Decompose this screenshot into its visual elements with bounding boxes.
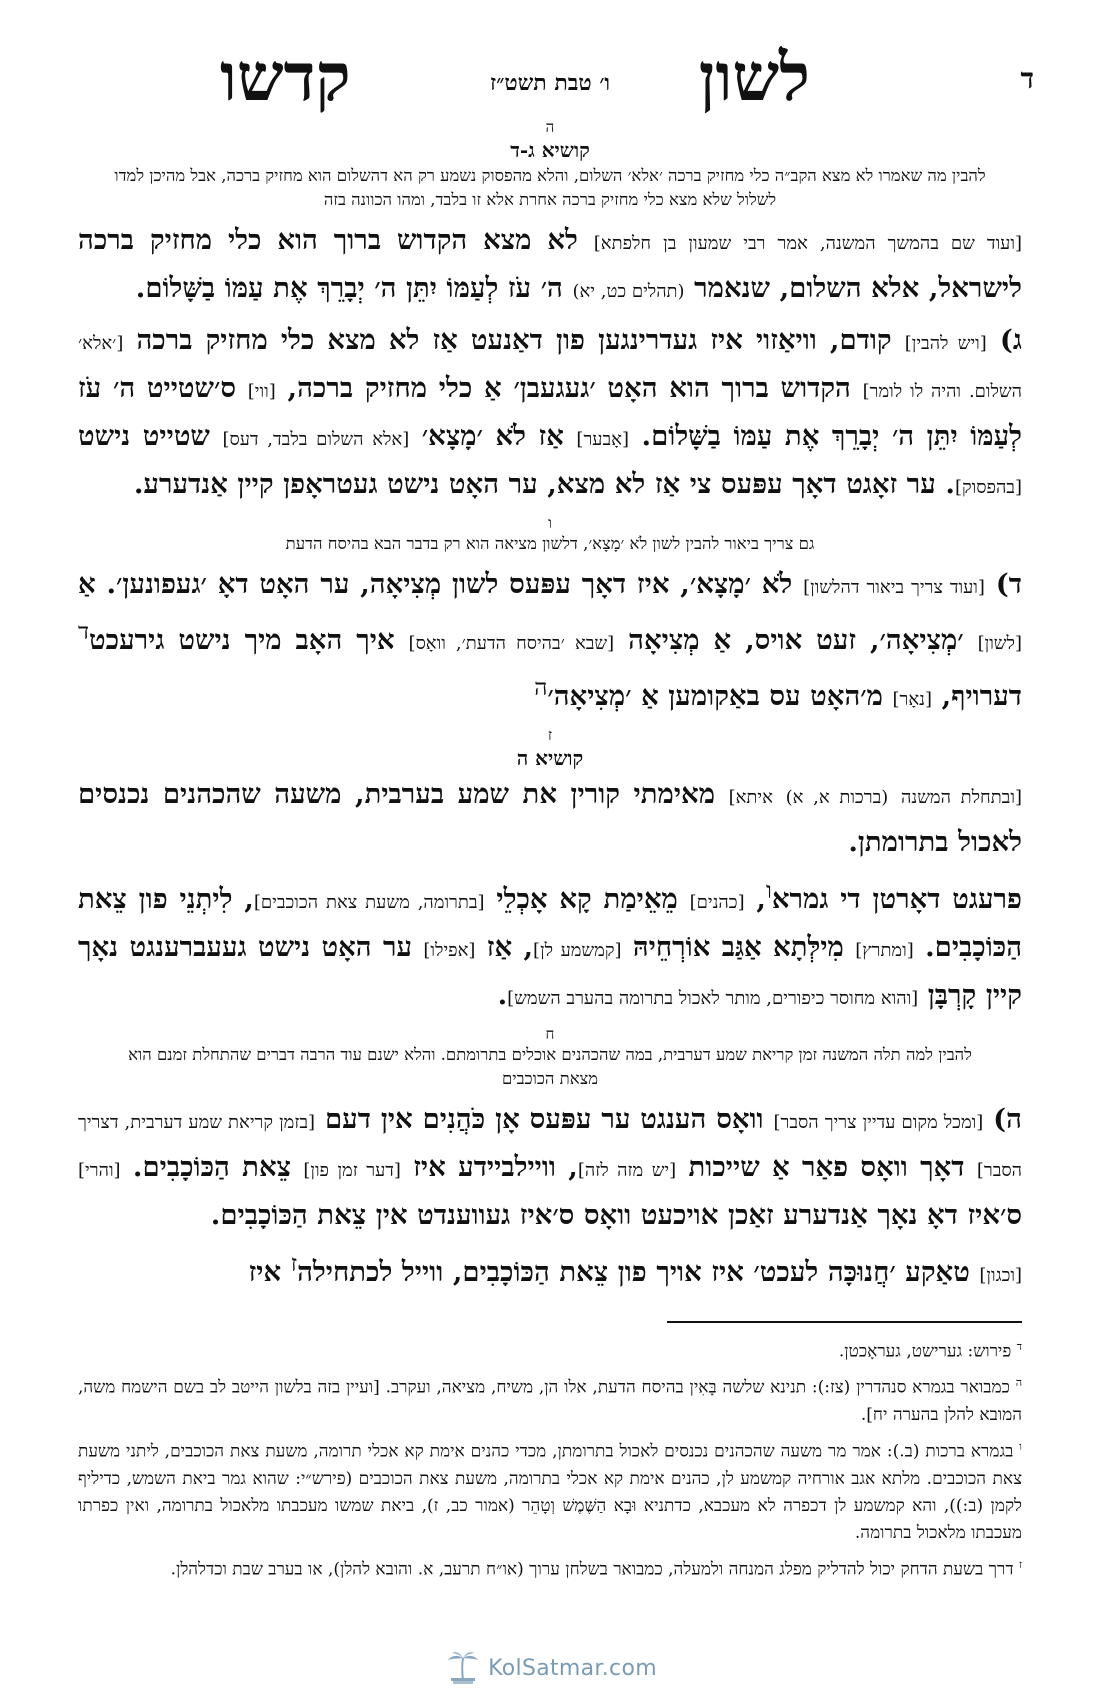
footnote-text: כמבואר בגמרא סנהדרין (צז:): תנינא שלשה בָּאִין בהיסח הדעת, אלו הן, משיח, מציאה, ועקרב. [ועיין בזה בלשון הייטב לב בשם הישמח משה, המובא להלן בהערה יח]. (78, 1377, 1022, 1425)
source-ref: [ומתרץ] (855, 940, 914, 962)
text-run: צֵאת הַכּוֹכָבִים. (120, 1151, 304, 1184)
source-ref: [כהנים] (689, 892, 745, 914)
text-run: ה׳ עֹז לְעַמּוֹ יִתֵּן ה׳ יְבָרֵךְ אֶת עַמּוֹ בַשָּׁלוֹם. (135, 272, 573, 304)
footnote (78, 1333, 1022, 1366)
text-run: , וויילביידע איז (400, 1151, 578, 1184)
footnote-mark: ד (1016, 1339, 1022, 1353)
header-title-right: לשון (698, 38, 810, 116)
text-run: . (497, 979, 508, 1012)
section-number: ה (545, 118, 555, 136)
text-run: ה) (983, 1103, 1022, 1136)
header-title-left: קדשו (220, 38, 351, 116)
text-run: . ער זאָגט דאָך עפּעס צי אַז לא מצא, ער האָט נישט געטראָפן קיין אַנדערע. (133, 468, 956, 500)
text-run: קודם, וויאַזוי איז געדרינגען פון דאַנעט אַז לא מצא כלי מחזיק ברכה (123, 324, 905, 356)
text-run: ד) (984, 568, 1022, 600)
page-header (60, 38, 1040, 116)
footnote-mark: ה (1015, 1376, 1023, 1390)
source-ref: [ועוד צריך ביאור דהלשון] (803, 577, 985, 598)
source-ref: [וכגון] (979, 1265, 1022, 1287)
source-ref: [בהפסוק] (955, 477, 1022, 498)
text-run: איז (248, 1256, 291, 1289)
source-ref: (ברכות א, א) (785, 787, 889, 809)
text-run: ס׳שטייט ה׳ עֹז לְעַמּוֹ יִתֵּן ה׳ יְבָרֵךְ אֶת עַמּוֹ בַשָּׁלוֹם. (78, 372, 1022, 452)
source-ref: [אפילו] (423, 940, 476, 962)
section-summary: להבין מה שאמרו לא מצא הקב״ה כלי מחזיק ברכה ׳אלא׳ השלום, והלא מהפסוק נשמע רק הא דהשלום הוא מחזיק ברכה, אבל מהיכן למדו לשלול שלא מצא כלי מחזיק ברכה אחרת אלא זו בלבד, ומהו הכוונה בזה (114, 166, 986, 209)
footnote (78, 1433, 1022, 1547)
text-run: לֹא ׳מָצָא׳, איז דאָך עפּעס לשון מְצִיאָה, ער האָט דאָ ׳געפונען׳. אַ (78, 568, 804, 600)
source-ref: [׳אלא׳ השלום. והיה לו לומר] (78, 333, 1023, 402)
section-heading: קושיא ה (516, 746, 584, 771)
page-letter: ד (1020, 62, 1034, 95)
source-ref: [ומכל מקום עדיין צריך הסבר] (773, 1112, 984, 1134)
footnote (78, 1551, 1022, 1584)
source-ref: [קמשמע לן] (533, 940, 622, 962)
text-run: מ׳האָט עס באַקומען אַ ׳מְצִיאָה׳ (547, 680, 893, 713)
paragraph (78, 562, 1022, 722)
source-ref: [לשון] (977, 633, 1022, 655)
footnote-mark: ו (1019, 1439, 1022, 1453)
source-ref: [והוא מחוסר כיפורים, מותר לאכול בתרומה בהערב השמש] (507, 988, 919, 1010)
source-ref: איתא] (728, 787, 773, 809)
paragraph (78, 772, 1022, 865)
section (78, 726, 1022, 1021)
text-run: פרעגט דאָרטן די גמרא (771, 883, 1023, 916)
source-ref: [אָבער] (576, 429, 629, 450)
source-ref: [יש מזה לזה] (577, 1160, 677, 1182)
section-heading: קושיא ג-ד (510, 138, 590, 162)
text-run: לא מצא הקדוש ברוך הוא כלי מחזיק ברכה לישראל, אלא השלום, שנאמר (78, 224, 1022, 304)
source-ref: [דער זמן פון] (303, 1160, 401, 1182)
paragraph (78, 318, 1022, 510)
source-ref: [ויש להבין] (904, 333, 987, 354)
text-run: מִילְּתָא אַגַּב אוֹרְחֵיהּ (621, 931, 856, 964)
text-run: אַז לֹא ׳מָצָא׳ (409, 420, 577, 452)
footnote-ref[interactable]: ו (766, 878, 772, 905)
source-ref: [ועוד שם בהמשך המשנה, אמר רבי שמעון בן חלפתא] (593, 233, 1022, 254)
paragraph (78, 1097, 1022, 1238)
text-run: , (744, 883, 766, 916)
text-run: הקדוש ברוך הוא האָט ׳געגעבן׳ אַ כלי מחזיק ברכה, (275, 372, 863, 404)
text-run: דאָך וואָס פאַר אַ שייכות (676, 1151, 977, 1184)
watermark-text: KolSatmar.com (488, 1655, 657, 1681)
header-date: ו׳ טבת תשט״ז (489, 70, 611, 96)
source-ref: [בתרומה, משעת צאת הכוכבים] (253, 892, 485, 914)
text-run: איך האָב מיך נישט גירעכט (89, 624, 409, 657)
footnote-ref[interactable]: ז (290, 1251, 298, 1278)
text-run: וואָס הענגט ער עפּעס אָן כֹּהֲנִים אין דעם (315, 1103, 774, 1136)
section-summary: גם צריך ביאור להבין לשון לֹא ׳מָצָא׳, דלשון מציאה הוא רק בדבר הבא בהיסח הדעת (285, 534, 815, 553)
text-run: , לִיתְנֵי פון צֵאת הַכּוֹכָבִים. (78, 883, 1023, 964)
footnote-text: פירוש: גערישט, געראָכטן. (838, 1341, 1012, 1362)
paragraph (78, 869, 1022, 1021)
paragraph (78, 1242, 1022, 1298)
kolsatmar-watermark[interactable] (0, 1650, 1100, 1690)
palm-tree-books-icon (443, 1650, 483, 1686)
source-ref: [ובתחלת המשנה (900, 787, 1022, 809)
text-run: מאימתי קורין את שמע בערבית, משעה שהכהנים נכנסים לאכול בתרומתן. (78, 778, 1022, 859)
footnote-text: דרך בשעת הדחק יכול להדליק מפלג המנחה ולמעלה, כמבואר בשלחן ערוך (או״ח תרעב, א. והובא להלן), או בערב שבת וכדלהלן. (170, 1559, 1014, 1580)
footnote (78, 1369, 1022, 1429)
text-run: ער האָט נישט געעברענגט נאָך קיין קָרְבָּן (78, 931, 1022, 1012)
section-number: ח (545, 1025, 555, 1044)
section (78, 1025, 1022, 1298)
source-ref: [נאָר] (892, 689, 933, 711)
footnote-ref[interactable]: ד (78, 619, 90, 645)
footnote-ref[interactable]: ה (534, 675, 548, 702)
section (78, 514, 1022, 722)
section (78, 118, 1022, 510)
section-number: ו (548, 514, 552, 532)
source-ref: [שבא ׳בהיסח הדעת׳, וואָס] (408, 633, 615, 655)
text-run: מֵאֵימַת קָא אָכְלֵי (484, 883, 690, 916)
footnote-mark: ז (1018, 1557, 1022, 1571)
source-ref: [והרי] (78, 1160, 121, 1182)
source-ref: [בזמן קריאת שמע דערבית, דצריך הסבר] (78, 1112, 1022, 1182)
paragraph (78, 218, 1022, 314)
text-run: דערויף, (932, 680, 1022, 713)
text-run: טאַקע ׳חֲנוּכָּה לעכט׳ איז אויך פון צֵאת הַכּוֹכָבִים, ווייל לכתחילה (297, 1256, 980, 1289)
text-run: ׳מְצִיאָה׳, זעט אויס, אַ מְצִיאָה (614, 624, 978, 657)
source-ref: [אלא השלום בלבד, דעס] (222, 429, 410, 450)
footnotes (78, 1333, 1022, 1584)
text-run: ס׳איז דאָ נאָך אַנדערע זאַכן אויכעט וואָס ס׳איז געווענדט אין צֵאת הַכּוֹכָבִים. (210, 1199, 1022, 1232)
footnote-separator (667, 1321, 1022, 1323)
text-run: שטייט נישט (78, 420, 223, 452)
text-run: , אַז (475, 931, 534, 964)
source-ref: [ווי] (247, 381, 276, 402)
main-content (78, 118, 1022, 1587)
section-number: ז (547, 726, 553, 745)
footnote-text: בגמרא ברכות (ב.): אמר מר משעה שהכהנים נכנסים לאכול בתרומתן, מכדי כהנים אימת קא אכלי תרומה, משעת צאת הכוכבים, ליתני משעת צאת הכוכבים. מלתא אגב אורחיה קמשמע לן, כהנים אימת קא אכלי בתרומה, משעת צאת הכוכבים (פירש״י: שהוא גמר ביאת השמש, כדיליף לקמן (ב:)), והא קמשמע לן דכפרה לא מעכבא, כדתניא וּבָא הַשֶּׁמֶשׁ וְטָהֵר (אמור כב, ז), ביאת שמשו מעכבתו מלאכול בתרומה, ואין כפרתו מעכבתו מלאכול בתרומה. (78, 1441, 1022, 1543)
section-summary: להבין למה תלה המשנה זמן קריאת שמע דערבית, במה שהכהנים אוכלים בתרומתם. והלא ישנם עוד הרבה דברים שהתחלת זמנם הוא מצאת הכוכבים (128, 1045, 972, 1089)
source-ref: (תהלים כט, יא) (572, 281, 685, 302)
text-run: ג) (986, 324, 1022, 356)
